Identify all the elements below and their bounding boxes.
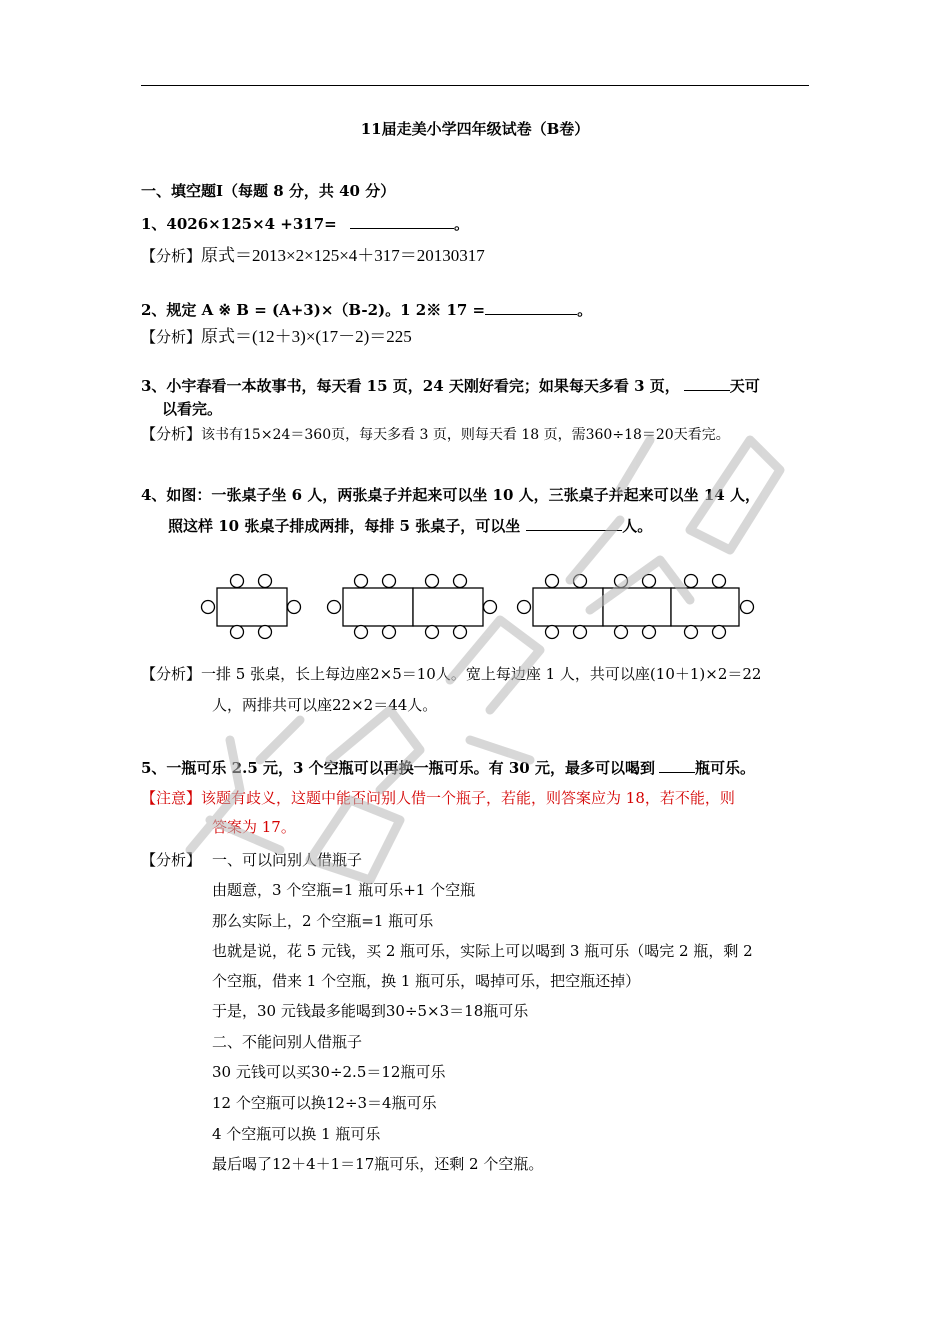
note-5-text: 该题有歧义，这题中能否问别人借一个瓶子，若能，则答案应为 18，若不能，则 bbox=[201, 789, 735, 807]
question-4: 4、如图：一张桌子坐 6 人，两张桌子并起来可以坐 10 人，三张桌子并起来可以坐 14 人， bbox=[141, 486, 760, 504]
chair-circle bbox=[615, 626, 628, 639]
header-rule bbox=[141, 85, 809, 86]
answer-blank-2 bbox=[485, 300, 577, 315]
analysis-5-line: 那么实际上，2 个空瓶=1 瓶可乐 bbox=[212, 912, 434, 930]
note-5 bbox=[141, 787, 735, 808]
chair-circle bbox=[202, 601, 215, 614]
chair-circle bbox=[328, 601, 341, 614]
chair-circle bbox=[643, 575, 656, 588]
analysis-5-line: 于是，30 元钱最多能喝到30÷5×3＝18瓶可乐 bbox=[212, 1002, 529, 1020]
analysis-5-line: 二、不能问别人借瓶子 bbox=[212, 1033, 363, 1051]
chair-circle bbox=[741, 601, 754, 614]
chair-circle bbox=[685, 626, 698, 639]
analysis-label: 【分析】 bbox=[141, 665, 202, 683]
chair-circle bbox=[484, 601, 497, 614]
chair-circle bbox=[259, 575, 272, 588]
table-shape bbox=[603, 588, 671, 626]
chair-circle bbox=[574, 626, 587, 639]
analysis-1 bbox=[141, 241, 485, 266]
question-3-text: 3、小宇春看一本故事书，每天看 15 页，24 天刚好看完；如果每天多看 3 页， bbox=[141, 377, 680, 395]
analysis-5-line: 12 个空瓶可以换12÷3＝4瓶可乐 bbox=[212, 1094, 437, 1112]
question-2-end: 。 bbox=[577, 301, 593, 319]
chair-circle bbox=[713, 626, 726, 639]
chair-circle bbox=[231, 575, 244, 588]
question-1-text: 1、4026×125×4 +317= bbox=[141, 215, 337, 233]
question-4-text: 照这样 10 张桌子排成两排，每排 5 张桌子，可以坐 bbox=[168, 517, 521, 535]
analysis-5-line: 一、可以问别人借瓶子 bbox=[212, 851, 363, 869]
question-4-line2 bbox=[168, 515, 652, 536]
analysis-4-text: 一排 5 张桌，长上每边座2×5＝10人。宽上每边座 1 人，共可以座(10＋1)×2＝22 bbox=[201, 665, 762, 683]
chair-circle bbox=[615, 575, 628, 588]
question-1 bbox=[141, 213, 469, 234]
analysis-5-line: 4 个空瓶可以换 1 瓶可乐 bbox=[212, 1125, 381, 1143]
question-1-end: 。 bbox=[453, 215, 469, 233]
chair-circle bbox=[259, 626, 272, 639]
table-shape bbox=[413, 588, 483, 626]
analysis-2-text: 原式＝(12＋3)×(17－2)＝225 bbox=[201, 327, 412, 346]
question-3-end: 天可 bbox=[729, 377, 760, 395]
chair-circle bbox=[288, 601, 301, 614]
section-heading: 一、填空题Ⅰ（每题 8 分，共 40 分） bbox=[141, 182, 396, 200]
chair-circle bbox=[355, 626, 368, 639]
analysis-1-text: 原式＝2013×2×125×4＋317＝20130317 bbox=[201, 246, 485, 265]
chair-circle bbox=[643, 626, 656, 639]
answer-blank-3 bbox=[684, 376, 730, 391]
question-3-line2: 以看完。 bbox=[162, 400, 223, 418]
chair-circle bbox=[454, 575, 467, 588]
analysis-5-label: 【分析】 bbox=[141, 851, 202, 869]
note-label: 【注意】 bbox=[141, 789, 202, 807]
question-2 bbox=[141, 299, 592, 320]
analysis-label: 【分析】 bbox=[141, 328, 202, 346]
analysis-5-line: 也就是说，花 5 元钱，买 2 瓶可乐，实际上可以喝到 3 瓶可乐（喝完 2 瓶，剩 2 bbox=[212, 942, 753, 960]
answer-blank-5 bbox=[659, 758, 695, 773]
analysis-5-line: 由题意，3 个空瓶=1 瓶可乐+1 个空瓶 bbox=[212, 881, 476, 899]
chair-circle bbox=[685, 575, 698, 588]
chair-circle bbox=[713, 575, 726, 588]
chair-circle bbox=[426, 626, 439, 639]
answer-blank-1 bbox=[350, 214, 454, 229]
table-shape bbox=[671, 588, 739, 626]
analysis-3-text: 该书有15×24＝360页，每天多看 3 页，则每天看 18 页，需360÷18＝20天看完。 bbox=[201, 427, 730, 443]
tables-diagram bbox=[195, 568, 760, 640]
question-5-text: 5、一瓶可乐 2.5 元，3 个空瓶可以再换一瓶可乐。有 30 元，最多可以喝到 bbox=[141, 759, 655, 777]
analysis-4 bbox=[141, 663, 761, 684]
analysis-5-line: 个空瓶，借来 1 个空瓶，换 1 瓶可乐，喝掉可乐，把空瓶还掉） bbox=[212, 972, 641, 990]
chair-circle bbox=[574, 575, 587, 588]
answer-blank-4 bbox=[526, 516, 622, 531]
question-3 bbox=[141, 375, 760, 396]
note-5-line2: 答案为 17。 bbox=[212, 818, 296, 836]
analysis-label: 【分析】 bbox=[141, 425, 202, 443]
analysis-label: 【分析】 bbox=[141, 247, 202, 265]
question-5 bbox=[141, 757, 755, 778]
question-2-text: 2、规定 A ※ B = (A+3)×（B-2)。1 2※ 17 = bbox=[141, 301, 486, 319]
table-shape bbox=[217, 588, 287, 626]
chair-circle bbox=[383, 575, 396, 588]
analysis-5-line: 30 元钱可以买30÷2.5＝12瓶可乐 bbox=[212, 1063, 446, 1081]
analysis-5-line: 最后喝了12＋4＋1＝17瓶可乐，还剩 2 个空瓶。 bbox=[212, 1155, 544, 1173]
analysis-4-line2: 人，两排共可以座22×2＝44人。 bbox=[212, 696, 438, 714]
chair-circle bbox=[231, 626, 244, 639]
table-shape bbox=[343, 588, 413, 626]
chair-circle bbox=[518, 601, 531, 614]
analysis-2 bbox=[141, 322, 412, 347]
chair-circle bbox=[383, 626, 396, 639]
chair-circle bbox=[454, 626, 467, 639]
chair-circle bbox=[546, 626, 559, 639]
chair-circle bbox=[546, 575, 559, 588]
chair-circle bbox=[355, 575, 368, 588]
question-5-end: 瓶可乐。 bbox=[694, 759, 755, 777]
question-4-end: 人。 bbox=[622, 517, 653, 535]
page-title: 11届走美小学四年级试卷（B卷） bbox=[360, 120, 590, 138]
analysis-3 bbox=[141, 423, 730, 444]
chair-circle bbox=[426, 575, 439, 588]
table-shape bbox=[533, 588, 603, 626]
